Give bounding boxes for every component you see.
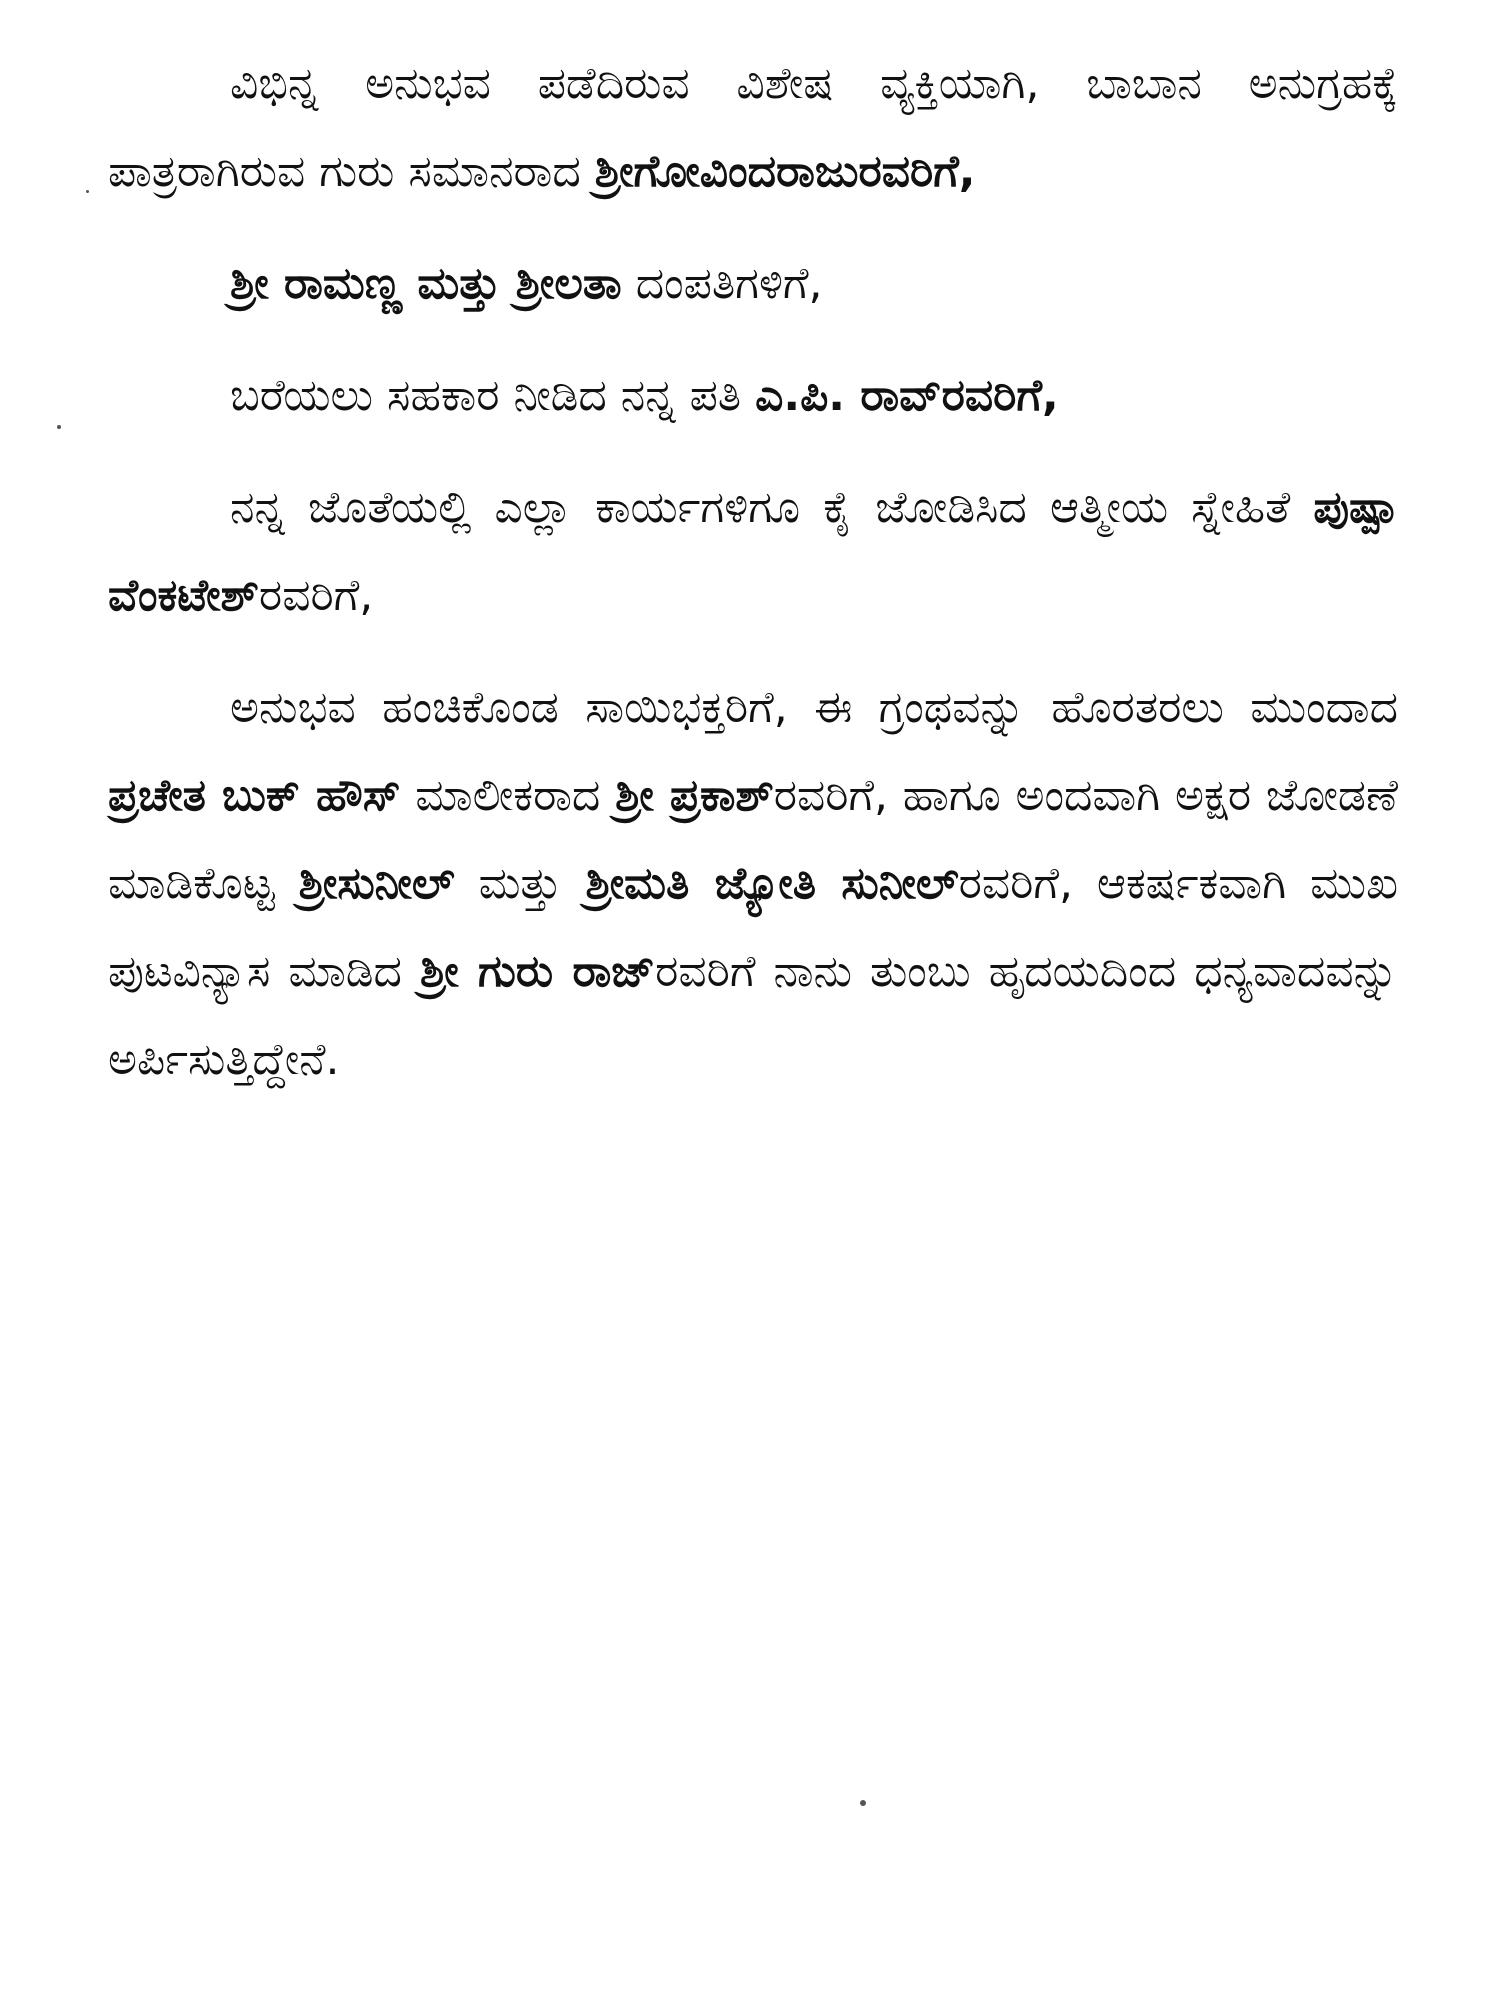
body-text: ರವರಿಗೆ ನಾನು ತುಂಬು ಹೃದಯದಿಂದ ಧನ್ಯವಾದವನ್ನು ಅರ್ಪಿಸುತ್ತಿದ್ದೇನೆ. [108, 946, 1398, 1085]
bold-name-text: ಶ್ರೀಮತಿ ಜ್ಯೋತಿ ಸುನೀಲ್ [585, 858, 959, 909]
body-text: ಬರೆಯಲು ಸಹಕಾರ ನೀಡಿದ ನನ್ನ ಪತಿ [230, 370, 756, 421]
bold-name-text: ಶ್ರೀ ಪ್ರಕಾಶ್ [615, 770, 774, 821]
paragraph [108, 352, 1398, 440]
scan-speck [860, 1800, 866, 1806]
bold-name-text: ಎ.ಪಿ. ರಾವ್‌ರವರಿಗೆ, [755, 370, 1059, 421]
body-text: ಮಾಲೀಕರಾದ [400, 770, 616, 821]
body-text: ದಂಪತಿಗಳಿಗೆ, [621, 258, 823, 309]
scan-speck [86, 190, 89, 193]
body-text: ರವರಿಗೆ, ಹಾಗೂ ಅಂದವಾಗಿ ಅಕ್ಷರ ಜೋಡಣೆ ಮಾಡಿಕೊಟ್ಟ [108, 770, 1398, 909]
body-text: ವಿಭಿನ್ನ ಅನುಭವ ಪಡೆದಿರುವ ವಿಶೇಷ ವ್ಯಕ್ತಿಯಾಗಿ, ಬಾಬಾನ ಅನುಗ್ರಹಕ್ಕೆ ಪಾತ್ರರಾಗಿರುವ ಗುರು ಸಮಾನರಾದ [108, 58, 1398, 197]
paragraph [108, 40, 1398, 216]
body-text: ರವರಿಗೆ, [258, 570, 374, 621]
paragraph [108, 240, 1398, 328]
body-text: ರವರಿಗೆ, ಆಕರ್ಷಕವಾಗಿ ಮುಖ ಪುಟವಿನ್ಯಾಸ ಮಾಡಿದ [108, 858, 1398, 997]
bold-name-text: ಪ್ರಚೇತ ಬುಕ್ ಹೌಸ್ [108, 770, 401, 821]
acknowledgement-text [108, 40, 1398, 1128]
bold-name-text: ಪುಷ್ಪಾ ವೆಂಕಟೇಶ್ [108, 482, 1398, 621]
body-text: ಮತ್ತು [454, 858, 586, 909]
bold-name-text: ಶ್ರೀ ರಾಮಣ್ಣ ಮತ್ತು ಶ್ರೀಲತಾ [230, 258, 622, 309]
bold-name-text: ಶ್ರೀ ಗುರು ರಾಜ್ [419, 946, 656, 997]
body-text: ನನ್ನ ಜೊತೆಯಲ್ಲಿ ಎಲ್ಲಾ ಕಾರ್ಯಗಳಿಗೂ ಕೈ ಜೋಡಿಸಿದ ಆತ್ಮೀಯ ಸ್ನೇಹಿತೆ [230, 482, 1314, 533]
paragraph [108, 664, 1398, 1104]
bold-name-text: ಶ್ರೀಗೋವಿಂದರಾಜುರವರಿಗೆ, [594, 146, 976, 197]
bold-name-text: ಶ್ರೀಸುನೀಲ್ [298, 858, 455, 909]
body-text: ಅನುಭವ ಹಂಚಿಕೊಂಡ ಸಾಯಿಭಕ್ತರಿಗೆ, ಈ ಗ್ರಂಥವನ್ನು ಹೊರತರಲು ಮುಂದಾದ [230, 682, 1398, 733]
scan-speck [57, 425, 61, 429]
paragraph [108, 464, 1398, 640]
